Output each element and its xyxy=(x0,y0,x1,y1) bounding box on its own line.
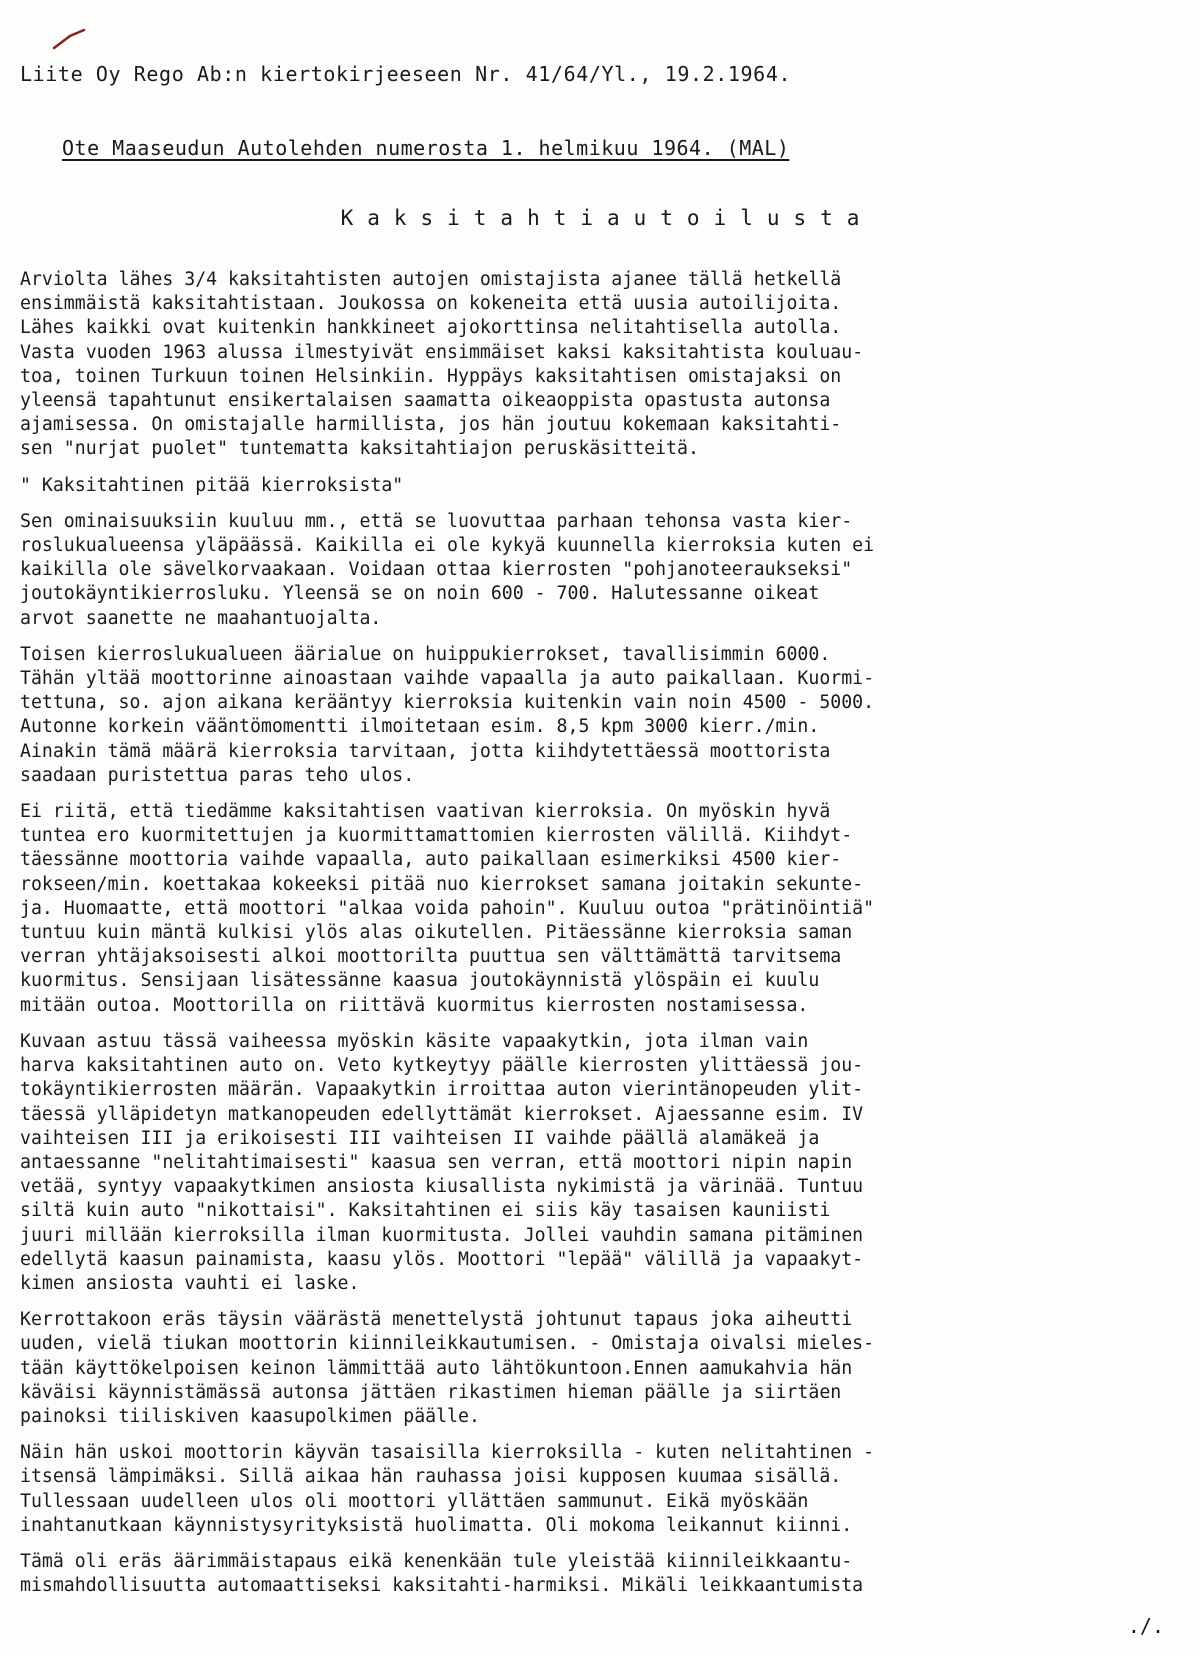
paragraph xyxy=(20,268,1185,462)
text-line: kuormitus. Sensijaan lisätessänne kaasua joutokäynnistä ylöspäin ei kuulu xyxy=(20,970,820,992)
text-line: Kerrottakoon eräs täysin väärästä menettelystä johtunut tapaus joka aiheutti xyxy=(20,1309,853,1331)
body-text xyxy=(20,268,1185,1610)
paragraph xyxy=(20,1030,1185,1296)
paragraph xyxy=(20,1308,1185,1429)
text-line: Vasta vuoden 1963 alussa ilmestyivät ensimmäiset kaksi kaksitahtista kouluau- xyxy=(20,341,864,363)
text-line: joutokäyntikierrosluku. Yleensä se on noin 600 - 700. Halutessanne oikeat xyxy=(20,583,820,605)
text-line: Tullessaan uudelleen ulos oli moottori yllättäen sammunut. Eikä myöskään xyxy=(20,1490,809,1512)
text-line: Arviolta lähes 3/4 kaksitahtisten autojen omistajista ajanee tällä hetkellä xyxy=(20,269,842,290)
text-line: Tämä oli eräs äärimmäistapaus eikä kenenkään tule yleistää kiinnileikkaantu- xyxy=(20,1550,853,1572)
text-line: rokseen/min. koettakaa kokeeksi pitää nuo kierrokset samana joitakin sekunte- xyxy=(20,873,864,895)
text-line: antaessanne "nelitahtimaisesti" kaasua sen verran, että moottori nipin napin xyxy=(20,1151,853,1173)
text-line: Autonne korkein vääntömomentti ilmoitetaan esim. 8,5 kpm 3000 kierr./min. xyxy=(20,716,820,738)
text-line: tokäyntikierrosten määrän. Vapaakytkin irroittaa auton vierintänopeuden ylit- xyxy=(20,1079,864,1101)
text-line: Toisen kierroslukualueen äärialue on huippukierrokset, tavallisimmin 6000. xyxy=(20,643,831,665)
text-line: painoksi tiiliskiven kaasupolkimen päälle. xyxy=(20,1405,480,1427)
text-line: ensimmäistä kaksitahtistaan. Joukossa on kokeneita että uusia autoilijoita. xyxy=(20,293,842,315)
text-line: kimen ansiosta vauhti ei laske. xyxy=(20,1272,360,1294)
text-line: mismahdollisuutta automaattiseksi kaksitahti-harmiksi. Mikäli leikkaantumista xyxy=(20,1575,864,1597)
text-line: tuntea ero kuormitettujen ja kuormittamattomien kierrosten välillä. Kiihdyt- xyxy=(20,825,853,847)
pen-mark-icon xyxy=(50,28,90,50)
text-line: toa, toinen Turkuun toinen Helsinkiin. Hyppäys kaksitahtisen omistajaksi on xyxy=(20,365,842,387)
text-line: inahtanutkaan käynnistysyrityksistä huolimatta. Oli mokoma leikannut kiinni. xyxy=(20,1514,853,1536)
paragraph xyxy=(20,800,1185,1018)
attachment-line: Liite Oy Rego Ab:n kiertokirjeeseen Nr. 41/64/Yl., 19.2.1964. xyxy=(20,62,792,86)
text-line: mitään outoa. Moottorilla on riittävä kuormitus kierrosten nostamisessa. xyxy=(20,994,809,1016)
text-line: vaihteisen III ja erikoisesti III vaihteisen II vaihde päällä alamäkeä ja xyxy=(20,1127,820,1149)
source-line: Ote Maaseudun Autolehden numerosta 1. helmikuu 1964. (MAL) xyxy=(62,136,790,160)
text-line: Sen ominaisuuksiin kuuluu mm., että se luovuttaa parhaan tehonsa vasta kier- xyxy=(20,510,853,532)
document-title: Kaksitahtiautoilusta xyxy=(340,206,874,230)
text-line: harva kaksitahtinen auto on. Veto kytkeytyy päälle kierrosten ylittäessä jou- xyxy=(20,1055,864,1077)
text-line: Tähän yltää moottorinne ainoastaan vaihde vapaalla ja auto paikallaan. Kuormi- xyxy=(20,668,875,690)
text-line: yleensä tapahtunut ensikertalaisen saamatta oikeaoppista opastusta autonsa xyxy=(20,390,831,412)
text-line: vetää, syntyy vapaakytkimen ansiosta kiusallista nykimistä ja värinää. Tuntuu xyxy=(20,1176,864,1198)
continuation-mark: ./. xyxy=(1127,1614,1164,1638)
text-line: sen "nurjat puolet" tuntematta kaksitahtiajon peruskäsitteitä. xyxy=(20,438,699,460)
paragraph xyxy=(20,510,1185,631)
text-line: täessänne moottoria vaihde vapaalla, auto paikallaan esimerkiksi 4500 kier- xyxy=(20,849,842,871)
text-line: tään käyttökelpoisen keinon lämmittää auto lähtökuntoon.Ennen aamukahvia hän xyxy=(20,1357,853,1379)
text-line: tettuna, so. ajon aikana kerääntyy kierroksia kuitenkin vain noin 4500 - 5000. xyxy=(20,692,875,714)
text-line: " Kaksitahtinen pitää kierroksista" xyxy=(20,474,404,496)
text-line: verran yhtäjaksoisesti alkoi moottorilta puuttua sen välttämättä tarvitsema xyxy=(20,946,842,968)
text-line: uuden, vielä tiukan moottorin kiinnileikkautumisen. - Omistaja oivalsi mieles- xyxy=(20,1333,875,1355)
text-line: itsensä lämpimäksi. Sillä aikaa hän rauhassa joisi kupposen kuumaa sisällä. xyxy=(20,1466,842,1488)
text-line: Kuvaan astuu tässä vaiheessa myöskin käsite vapaakytkin, jota ilman vain xyxy=(20,1030,809,1052)
text-line: juuri millään kierroksilla ilman kuormitusta. Jollei vauhdin samana pitäminen xyxy=(20,1224,864,1246)
text-line: arvot saanette ne maahantuojalta. xyxy=(20,607,382,629)
text-line: Näin hän uskoi moottorin käyvän tasaisilla kierroksilla - kuten nelitahtinen - xyxy=(20,1442,875,1464)
text-line: ajamisessa. On omistajalle harmillista, jos hän joutuu kokemaan kaksitahti- xyxy=(20,414,842,436)
text-line: Ei riitä, että tiedämme kaksitahtisen vaativan kierroksia. On myöskin hyvä xyxy=(20,801,831,823)
paragraph xyxy=(20,474,1185,498)
text-line: edellytä kaasun painamista, kaasu ylös. Moottori "lepää" välillä ja vapaakyt- xyxy=(20,1248,864,1270)
paragraph xyxy=(20,1441,1185,1538)
text-line: saadaan puristettua paras teho ulos. xyxy=(20,764,415,786)
text-line: täessä ylläpidetyn matkanopeuden edellyttämät kierrokset. Ajaessanne esim. IV xyxy=(20,1103,864,1125)
text-line: käväisi käynnistämässä autonsa jättäen rikastimen hieman päälle ja siirtäen xyxy=(20,1381,842,1403)
text-line: Ainakin tämä määrä kierroksia tarvitaan, jotta kiihdytettäessä moottorista xyxy=(20,740,831,762)
text-line: kaikilla ole sävelkorvaakaan. Voidaan ottaa kierrosten "pohjanoteeraukseksi" xyxy=(20,559,853,581)
paragraph xyxy=(20,1550,1185,1598)
text-line: ja. Huomaatte, että moottori "alkaa voida pahoin". Kuuluu outoa "prätinöintiä" xyxy=(20,897,875,919)
text-line: Lähes kaikki ovat kuitenkin hankkineet ajokorttinsa nelitahtisella autolla. xyxy=(20,317,842,339)
text-line: roslukualueensa yläpäässä. Kaikilla ei ole kykyä kuunnella kierroksia kuten ei xyxy=(20,535,875,557)
paragraph xyxy=(20,643,1185,788)
text-line: tuntuu kuin mäntä kulkisi ylös alas oikutellen. Pitäessänne kierroksia saman xyxy=(20,922,853,944)
text-line: siltä kuin auto "nikottaisi". Kaksitahtinen ei siis käy tasaisen kauniisti xyxy=(20,1200,831,1222)
